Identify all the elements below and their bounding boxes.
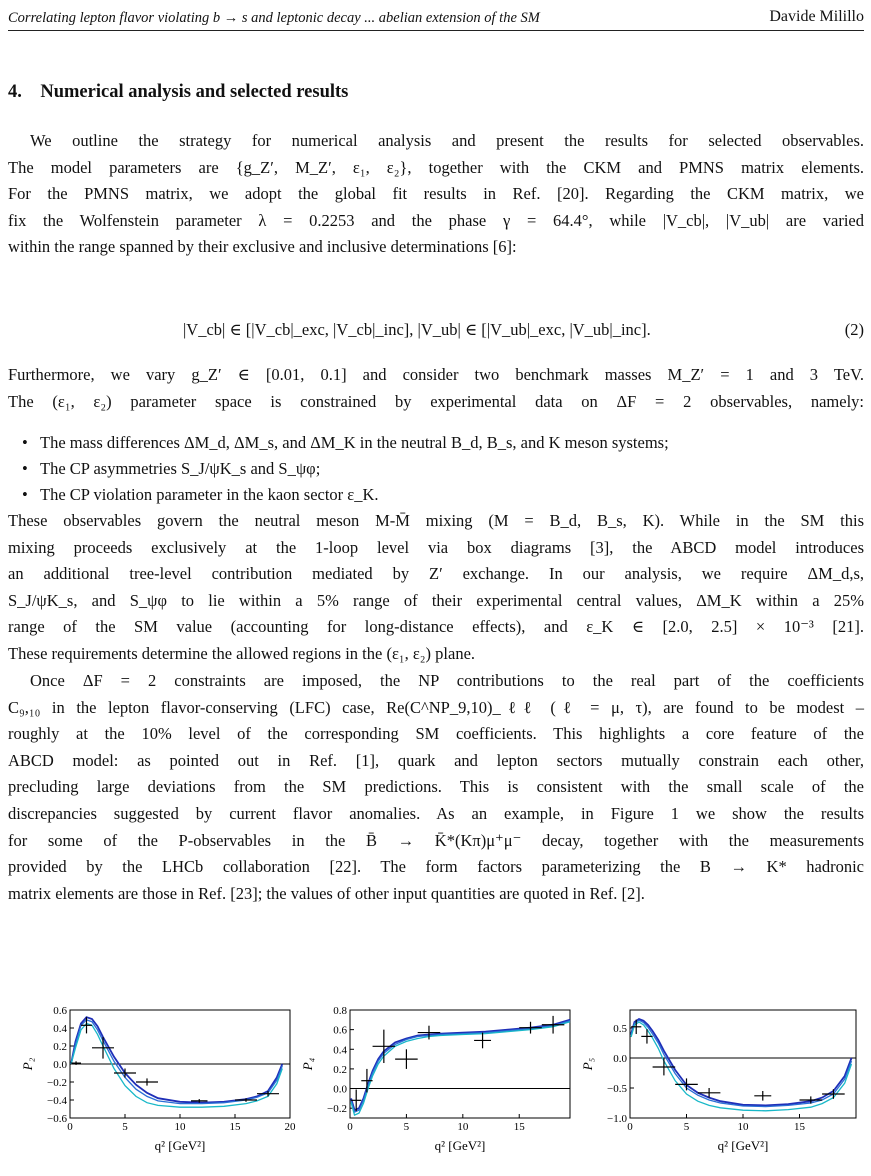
x-axis-label: q² [GeV²]	[717, 1138, 769, 1153]
data-point	[754, 1091, 771, 1101]
y-axis-label: P₅	[580, 1057, 595, 1071]
paragraph-mixing	[8, 508, 864, 668]
text-line: For the PMNS matrix, we adopt the global fit results in Ref. [20]. Regarding the CKM matrix, we	[8, 184, 864, 204]
x-axis-label: q² [GeV²]	[434, 1138, 486, 1153]
text-line: Furthermore, we vary g_Z′ ∈ [0.01, 0.1] and consider two benchmark masses M_Z′ = 1 and 3 TeV.	[8, 365, 864, 384]
data-point	[373, 1030, 396, 1063]
chart-p5	[578, 1000, 864, 1160]
running-author: Davide Milillo	[769, 8, 864, 25]
text-line: precluding large deviations from the SM predictions. This is consistent with the small scale of the	[8, 777, 864, 797]
equation-number: (2)	[844, 320, 864, 339]
x-tick-label: 0	[347, 1121, 353, 1133]
data-point	[136, 1078, 158, 1085]
running-title: Correlating lepton flavor violating b → s and leptonic decay ... abelian extension of the SM	[8, 10, 540, 26]
theory-curve	[71, 1017, 282, 1102]
data-point	[519, 1022, 542, 1034]
section-heading	[8, 82, 348, 103]
chart-p2	[18, 1000, 298, 1160]
y-tick-label: 0.2	[53, 1041, 67, 1053]
paragraph-constraints	[8, 362, 864, 415]
x-axis-label: q² [GeV²]	[154, 1138, 206, 1153]
y-tick-label: 0.5	[613, 1023, 627, 1035]
data-point	[675, 1078, 698, 1090]
y-tick-label: −1.0	[607, 1113, 627, 1125]
section-number: 4.	[8, 82, 22, 102]
x-tick-label: 0	[67, 1121, 73, 1133]
text-line: The model parameters are {g_Z′, M_Z′, ε₁, ε₂}, together with the CKM and PMNS matrix elements.	[8, 157, 864, 177]
running-header	[8, 8, 864, 31]
data-point	[114, 1069, 136, 1078]
data-point	[395, 1049, 418, 1069]
text-line: These observables govern the neutral meson M-M̄ mixing (M = B_d, B_s, K). While in the SM this	[8, 511, 864, 530]
text-line: an additional tree-level contribution mediated by Z′ exchange. In our analysis, we require ΔM_d,s,	[8, 564, 864, 584]
text-line: discrepancies suggested by current flavor anomalies. As an example, in Figure 1 we show the results	[8, 803, 864, 823]
text-line: The (ε₁, ε₂) parameter space is constrained by experimental data on ΔF = 2 observables, namely:	[8, 391, 864, 411]
data-point	[542, 1016, 565, 1034]
y-axis-label: P₂	[20, 1057, 35, 1071]
list-item: • The CP asymmetries S_J/ψK_s and S_ψφ;	[8, 456, 864, 482]
y-tick-label: 0.8	[333, 1005, 347, 1017]
paragraph-results	[8, 668, 864, 907]
x-tick-label: 5	[122, 1121, 128, 1133]
text-line: mixing proceeds exclusively at the 1-loop level via box diagrams [3], the ABCD model introduces	[8, 537, 864, 557]
x-tick-label: 0	[627, 1121, 633, 1133]
y-tick-label: 0.2	[333, 1063, 347, 1076]
y-tick-label: −0.5	[607, 1083, 627, 1095]
text-line: fix the Wolfenstein parameter λ = 0.2253 and the phase γ = 64.4°, while |V_cb|, |V_ub| are varied	[8, 210, 864, 230]
data-point	[822, 1089, 845, 1099]
y-tick-label: −0.4	[47, 1095, 67, 1107]
list-item: • The mass differences ΔM_d, ΔM_s, and ΔM_K in the neutral B_d, B_s, and K meson systems;	[8, 430, 864, 456]
text-line: matrix elements are those in Ref. [23]; the values of other input quantities are quoted in Ref. [2].	[8, 883, 645, 903]
data-point	[653, 1059, 676, 1076]
x-tick-label: 15	[229, 1121, 241, 1133]
y-tick-label: 0.0	[613, 1053, 627, 1065]
x-tick-label: 10	[174, 1121, 186, 1133]
y-tick-label: −0.6	[47, 1113, 67, 1125]
theory-curve	[71, 1020, 282, 1104]
chart-p4	[298, 1000, 578, 1160]
y-tick-label: 0.6	[333, 1024, 347, 1037]
y-axis-label: P₄	[300, 1057, 315, 1071]
x-tick-label: 15	[513, 1121, 525, 1133]
y-tick-label: 0.0	[53, 1059, 67, 1071]
y-tick-label: −0.2	[327, 1103, 347, 1116]
text-line: Once ΔF = 2 constraints are imposed, the NP contributions to the real part of the coefficients	[30, 671, 864, 690]
y-tick-label: 0.0	[333, 1083, 347, 1096]
text-line: These requirements determine the allowed regions in the (ε₁, ε₂) plane.	[8, 643, 476, 663]
x-tick-label: 5	[683, 1121, 690, 1133]
y-tick-label: 0.4	[333, 1044, 347, 1057]
y-tick-label: −0.2	[47, 1077, 67, 1089]
text-line: range of the SM value (accounting for long-distance effects), and ε_K ∈ [2.0, 2.5] × 10⁻³ [21].	[8, 617, 864, 637]
x-tick-label: 20	[284, 1121, 296, 1133]
y-tick-label: 0.6	[53, 1005, 67, 1017]
text-line: provided by the LHCb collaboration [22]. The form factors parameterizing the B → K* hadronic	[8, 857, 864, 877]
y-tick-label: 0.4	[53, 1023, 67, 1035]
text-line: We outline the strategy for numerical analysis and present the results for selected observables.	[30, 131, 864, 150]
x-tick-label: 15	[794, 1121, 805, 1133]
text-line: for some of the P-observables in the B̄ → K̄*(Kπ)μ⁺μ⁻ decay, together with the measurements	[8, 830, 864, 850]
x-tick-label: 10	[457, 1121, 469, 1133]
observables-list	[8, 430, 864, 508]
section-title: Numerical analysis and selected results	[40, 82, 349, 102]
paragraph-intro	[8, 128, 864, 261]
x-tick-label: 5	[403, 1121, 410, 1133]
text-line: within the range spanned by their exclusive and inclusive determinations [6]:	[8, 237, 517, 257]
data-point	[81, 1017, 92, 1033]
list-item: • The CP violation parameter in the kaon sector ε_K.	[8, 482, 864, 508]
text-line: ABCD model: as pointed out in Ref. [1], quark and lepton sectors mutually constrain each other,	[8, 750, 864, 770]
text-line: roughly at the 10% level of the corresponding SM coefficients. This highlights a core feature of the	[8, 724, 864, 744]
text-line: S_J/ψK_s, and S_ψφ to lie within a 5% range of their experimental central values, ΔM_K within a 25%	[8, 590, 864, 610]
text-line: C₉,₁₀ in the lepton flavor-conserving (LFC) case, Re(C^NP_9,10)_ℓℓ (ℓ = μ, τ), are found to be modest –	[8, 697, 864, 717]
equation-body: |V_cb| ∈ [|V_cb|_exc, |V_cb|_inc], |V_ub| ∈ [|V_ub|_exc, |V_ub|_inc].	[183, 320, 651, 339]
data-point	[474, 1033, 491, 1049]
x-tick-label: 10	[737, 1121, 749, 1133]
